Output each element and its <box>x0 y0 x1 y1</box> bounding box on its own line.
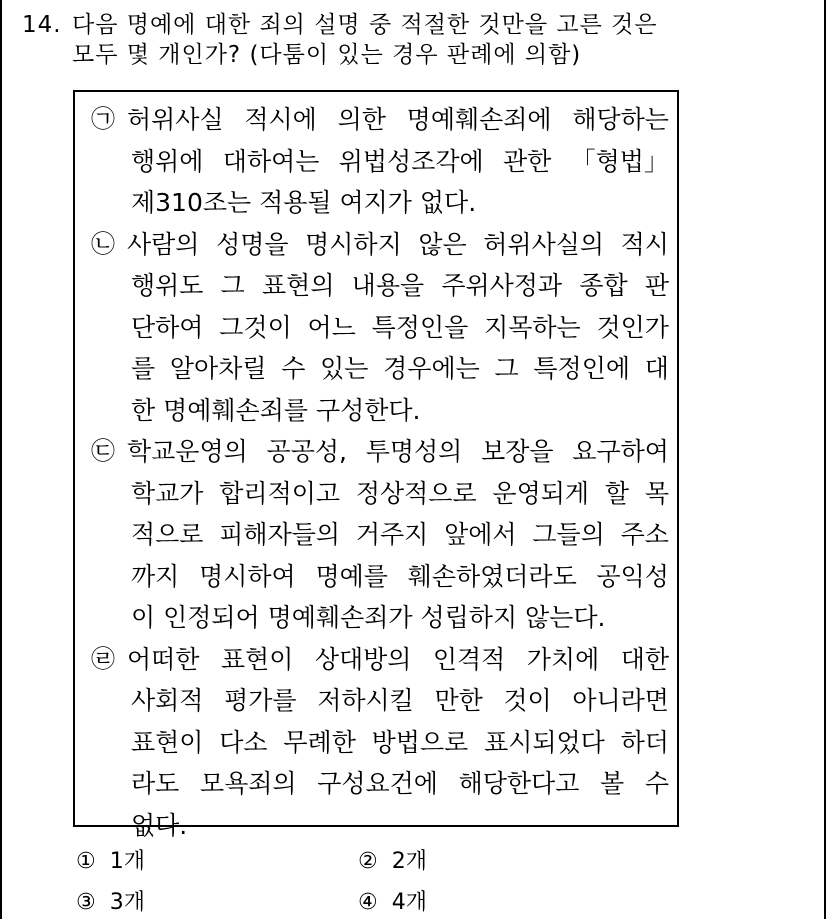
statement-word: 가치에 <box>526 644 600 674</box>
question-text-line-1: 다음 명예에 대한 죄의 설명 중 적절한 것만을 고른 것은 <box>72 12 658 38</box>
statement-word: 투명성의 <box>365 437 463 466</box>
choice-4[interactable] <box>358 889 427 917</box>
statement-word: 공익성 <box>596 561 669 591</box>
statement-word: 않은 <box>418 229 467 259</box>
statement-word: 대 <box>644 354 669 383</box>
statement-word: 평가를 <box>224 686 297 715</box>
statement-word: 사회적 <box>131 686 204 715</box>
statement-word: 그들의 <box>532 520 605 549</box>
statement-word: 명시하지 <box>305 229 402 259</box>
statement-line <box>91 141 669 183</box>
statement-word: 것인가 <box>596 312 669 342</box>
statement-b <box>91 224 669 432</box>
choice-3-label: 3개 <box>109 890 145 915</box>
statement-word: 상대방의 <box>314 644 412 674</box>
statement-word: 수 <box>281 354 306 383</box>
choice-3-number: ③ <box>76 890 96 915</box>
statement-word: 모욕죄의 <box>199 769 297 798</box>
statement-word: 특정인에 <box>533 354 631 383</box>
statement-marker: ㉡ <box>91 229 115 258</box>
statement-word: 사람의 <box>127 229 200 259</box>
statement-word: 만한 <box>434 686 483 715</box>
statement-marker: ㉠ <box>91 105 115 133</box>
statement-word: 표현의 <box>262 271 335 300</box>
statement-box <box>73 90 679 840</box>
statement-word: 표시되었다 <box>484 727 605 757</box>
statement-word: 제310조는 적용될 여지가 없다. <box>131 188 477 217</box>
statement-word: 할 <box>604 478 629 508</box>
statement-word: 위법성조각에 <box>338 146 484 176</box>
statement-line <box>91 224 669 266</box>
statement-line <box>91 431 669 473</box>
choice-4-label: 4개 <box>391 890 427 915</box>
choice-1-label: 1개 <box>109 849 145 874</box>
statement-word: 관한 <box>503 146 552 176</box>
statement-word: 무례한 <box>283 727 356 757</box>
statement-line <box>91 182 669 224</box>
statement-word: 행위에 <box>131 146 204 176</box>
statement-word: 그 <box>494 354 519 383</box>
statement-word: 명예훼손죄에 <box>406 105 552 134</box>
statement-line <box>91 307 669 349</box>
statement-word: 그 <box>220 271 245 300</box>
statement-line <box>91 514 669 556</box>
statement-words <box>127 99 669 141</box>
statement-word: 피해자들의 <box>219 520 341 549</box>
statement-word: 단하여 <box>131 312 204 342</box>
statement-word: 아니라면 <box>572 686 669 715</box>
statement-word: 적시에 <box>244 105 317 134</box>
statement-word: 적시 <box>620 229 669 259</box>
statement-word: 훼손하였더라도 <box>407 561 577 591</box>
statement-word: 있는 <box>320 354 369 383</box>
statement-word: 한 명예훼손죄를 구성한다. <box>131 395 421 425</box>
statement-word: 지목하는 <box>484 312 581 342</box>
choice-1-number: ① <box>76 849 96 874</box>
statement-line <box>91 763 669 805</box>
statement-line <box>91 639 669 681</box>
statement-word: 행위도 <box>131 271 204 300</box>
statement-words <box>127 224 669 266</box>
statement-word: 라도 <box>131 769 180 798</box>
statement-word: 종합 <box>579 271 628 300</box>
statement-marker: ㉢ <box>91 437 115 465</box>
statement-word: 해당한다고 <box>458 769 580 798</box>
statement-words <box>127 431 669 473</box>
statement-word: 표현이 <box>220 644 294 674</box>
statement-word: 명예를 <box>315 561 388 591</box>
statement-word: 어떠한 <box>127 644 200 674</box>
statement-word: 판 <box>644 271 669 300</box>
choice-2-label: 2개 <box>391 849 427 874</box>
statement-word: 거주지 <box>355 520 429 549</box>
statement-word: 공공성, <box>266 437 347 466</box>
statement-word: 정상적으로 <box>355 478 477 508</box>
statement-word: 주위사정과 <box>441 271 563 300</box>
statement-line <box>91 556 669 598</box>
question-number: 14. <box>22 12 62 38</box>
statement-word: 그것이 <box>219 312 292 342</box>
question-stem <box>22 10 812 70</box>
statement-word: 성명을 <box>216 229 289 259</box>
choice-3[interactable] <box>76 889 145 917</box>
statement-line <box>91 680 669 722</box>
statement-word: 구성요건에 <box>317 769 438 798</box>
statement-marker: ㉣ <box>91 644 115 673</box>
statement-word: 목 <box>644 478 669 508</box>
statement-word: 요구하여 <box>572 437 669 466</box>
statement-word: 경우에는 <box>383 354 480 383</box>
statement-line <box>91 805 669 847</box>
statement-word: 보장을 <box>481 437 554 466</box>
statement-word: 다소 <box>219 727 268 757</box>
statement-word: 대한 <box>620 644 669 674</box>
statement-word: 주소 <box>620 520 669 549</box>
choice-2[interactable] <box>358 848 427 876</box>
statement-word: 「형법」 <box>570 146 669 176</box>
statement-word: 하더 <box>620 727 669 757</box>
statement-word: 수 <box>644 769 669 798</box>
statement-word: 저하시킬 <box>317 686 414 715</box>
statement-word: 합리적이고 <box>219 478 341 508</box>
statement-word: 표현이 <box>131 727 204 757</box>
choice-2-number: ② <box>358 849 378 874</box>
statement-line <box>91 473 669 515</box>
statement-line <box>91 597 669 639</box>
statement-word: 것이 <box>503 686 552 715</box>
statement-word: 허위사실의 <box>483 229 605 259</box>
statement-d <box>91 639 669 847</box>
question-text-line-2: 모두 몇 개인가? (다툼이 있는 경우 판례에 의함) <box>72 42 582 68</box>
statement-words <box>127 639 669 681</box>
statement-word: 앞에서 <box>444 520 517 549</box>
statement-word: 없다. <box>131 810 188 840</box>
statement-word: 명시하여 <box>199 561 296 591</box>
statement-word: 운영되게 <box>492 478 590 508</box>
statement-word: 어느 <box>307 312 356 342</box>
page-border-left <box>0 0 2 919</box>
statement-word: 인격적 <box>432 644 506 674</box>
question-line-1 <box>22 10 812 40</box>
statement-word: 대하여는 <box>222 146 320 176</box>
statement-word: 볼 <box>600 769 625 798</box>
statement-word: 학교가 <box>131 478 204 508</box>
statement-word: 를 <box>131 354 156 383</box>
statement-word: 방법으로 <box>371 727 469 757</box>
statement-line <box>91 265 669 307</box>
statement-word: 적으로 <box>131 520 204 549</box>
statement-line <box>91 722 669 764</box>
statement-line <box>91 348 669 390</box>
choice-4-number: ④ <box>358 890 378 915</box>
statement-word: 의한 <box>337 105 386 134</box>
statement-line <box>91 390 669 432</box>
statement-c <box>91 431 669 639</box>
statement-line <box>91 99 669 141</box>
statement-word: 이 인정되어 명예훼손죄가 성립하지 않는다. <box>131 603 606 632</box>
statement-word: 특정인을 <box>371 312 469 342</box>
choice-1[interactable] <box>76 848 145 876</box>
statement-word: 까지 <box>131 561 180 591</box>
statement-word: 허위사실 <box>127 105 224 134</box>
statement-word: 해당하는 <box>572 105 669 134</box>
statement-word: 내용을 <box>351 271 425 300</box>
statement-a <box>91 99 669 224</box>
statement-word: 학교운영의 <box>127 437 248 466</box>
statement-word: 알아차릴 <box>169 354 267 383</box>
